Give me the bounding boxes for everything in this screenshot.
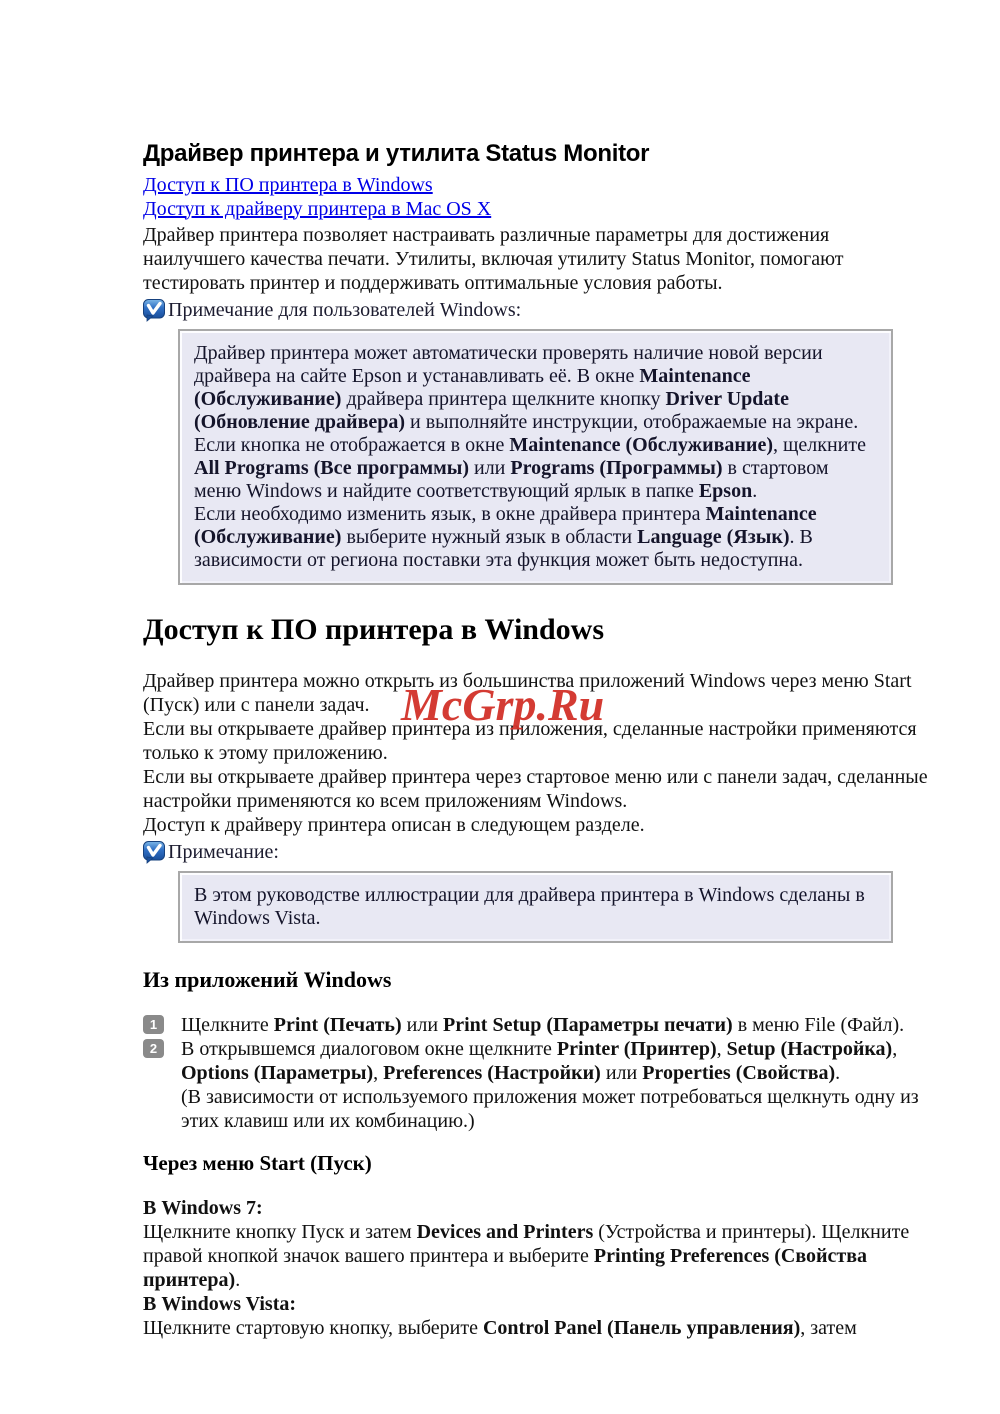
body-paragraph: Доступ к драйверу принтера описан в следующем разделе. — [143, 814, 645, 836]
os-instruction-text: Щелкните стартовую кнопку, выберите Control Panel (Панель управления), затем — [143, 1317, 857, 1339]
link-macos-driver[interactable]: Доступ к драйверу принтера в Mac OS X — [143, 197, 492, 220]
link-windows-software[interactable]: Доступ к ПО принтера в Windows — [143, 174, 433, 196]
step-item-2 — [143, 1037, 935, 1133]
step-number-badge: 1 — [143, 1015, 164, 1034]
link-list — [143, 174, 935, 221]
step-number-badge: 2 — [143, 1039, 164, 1058]
note-paragraph: Драйвер принтера может автоматически проверять наличие новой версии драйвера на сайте Epson и устанавливать её. В окне Maintenance (Обслуживание) драйвера принтера щелкните кнопку Driver Update (Обновление драйвера) и выполняйте инструкции, отображаемые на экране. Если кнопка не отображается в окне Maintenance (Обслуживание), щелкните All Programs (Все программы) или Programs (Программы) в стартовом меню Windows и найдите соответствующий ярлык в папке Epson. — [194, 342, 866, 502]
note-label: Примечание: — [168, 841, 279, 863]
note-paragraph: В этом руководстве иллюстрации для драйвера принтера в Windows сделаны в Windows Vista. — [194, 884, 865, 929]
step-text: Щелкните Print (Печать) или Print Setup (Параметры печати) в меню File (Файл). — [181, 1014, 905, 1036]
note-label-row — [143, 840, 935, 869]
section-paragraphs — [143, 669, 935, 837]
subsection-heading-start-menu: Через меню Start (Пуск) — [143, 1151, 372, 1175]
section-heading-windows-access: Доступ к ПО принтера в Windows — [143, 613, 605, 646]
step-item-1 — [143, 1013, 935, 1037]
os-instructions — [143, 1196, 935, 1340]
note-box-vista — [178, 871, 893, 943]
note-check-icon — [143, 841, 165, 869]
note-check-icon — [143, 299, 165, 327]
step-list — [143, 1013, 935, 1133]
body-paragraph: Драйвер принтера можно открыть из большинства приложений Windows через меню Start (Пуск) или с панели задач. — [143, 670, 912, 716]
subsection-heading-from-apps: Из приложений Windows — [143, 967, 392, 992]
note-label-row-windows — [143, 298, 935, 327]
step-text: (В зависимости от используемого приложения может потребоваться щелкнуть одну из этих клавиш или их комбинацию.) — [181, 1086, 919, 1132]
intro-paragraph: Драйвер принтера позволяет настраивать различные параметры для достижения наилучшего качества печати. Утилиты, включая утилиту Status Monitor, помогают тестировать принтер и поддерживать оптимальные условия работы. — [143, 224, 844, 294]
note-label: Примечание для пользователей Windows: — [168, 299, 522, 321]
os-label-windows7: В Windows 7: — [143, 1197, 263, 1219]
watermark: McGrp.Ru — [401, 679, 605, 730]
step-text: В открывшемся диалоговом окне щелкните Printer (Принтер), Setup (Настройка), Options (Параметры), Preferences (Настройки) или Properties (Свойства). — [181, 1038, 898, 1084]
page-content — [143, 140, 935, 1340]
note-box-windows — [178, 329, 893, 585]
page-title: Драйвер принтера и утилита Status Monitor — [143, 140, 650, 167]
body-paragraph: Если вы открываете драйвер принтера из приложения, сделанные настройки применяются только к этому приложению. — [143, 718, 917, 764]
os-label-windows-vista: В Windows Vista: — [143, 1293, 297, 1315]
body-paragraph: Если вы открываете драйвер принтера через стартовое меню или с панели задач, сделанные настройки применяются ко всем приложениям Windows. — [143, 766, 928, 812]
os-instruction-text: Щелкните кнопку Пуск и затем Devices and Printers (Устройства и принтеры). Щелкните правой кнопкой значок вашего принтера и выберите Printing Preferences (Свойства принтера). — [143, 1221, 910, 1291]
note-paragraph: Если необходимо изменить язык, в окне драйвера принтера Maintenance (Обслуживание) выберите нужный язык в области Language (Язык). В зависимости от региона поставки эта функция может быть недоступна. — [194, 503, 817, 571]
